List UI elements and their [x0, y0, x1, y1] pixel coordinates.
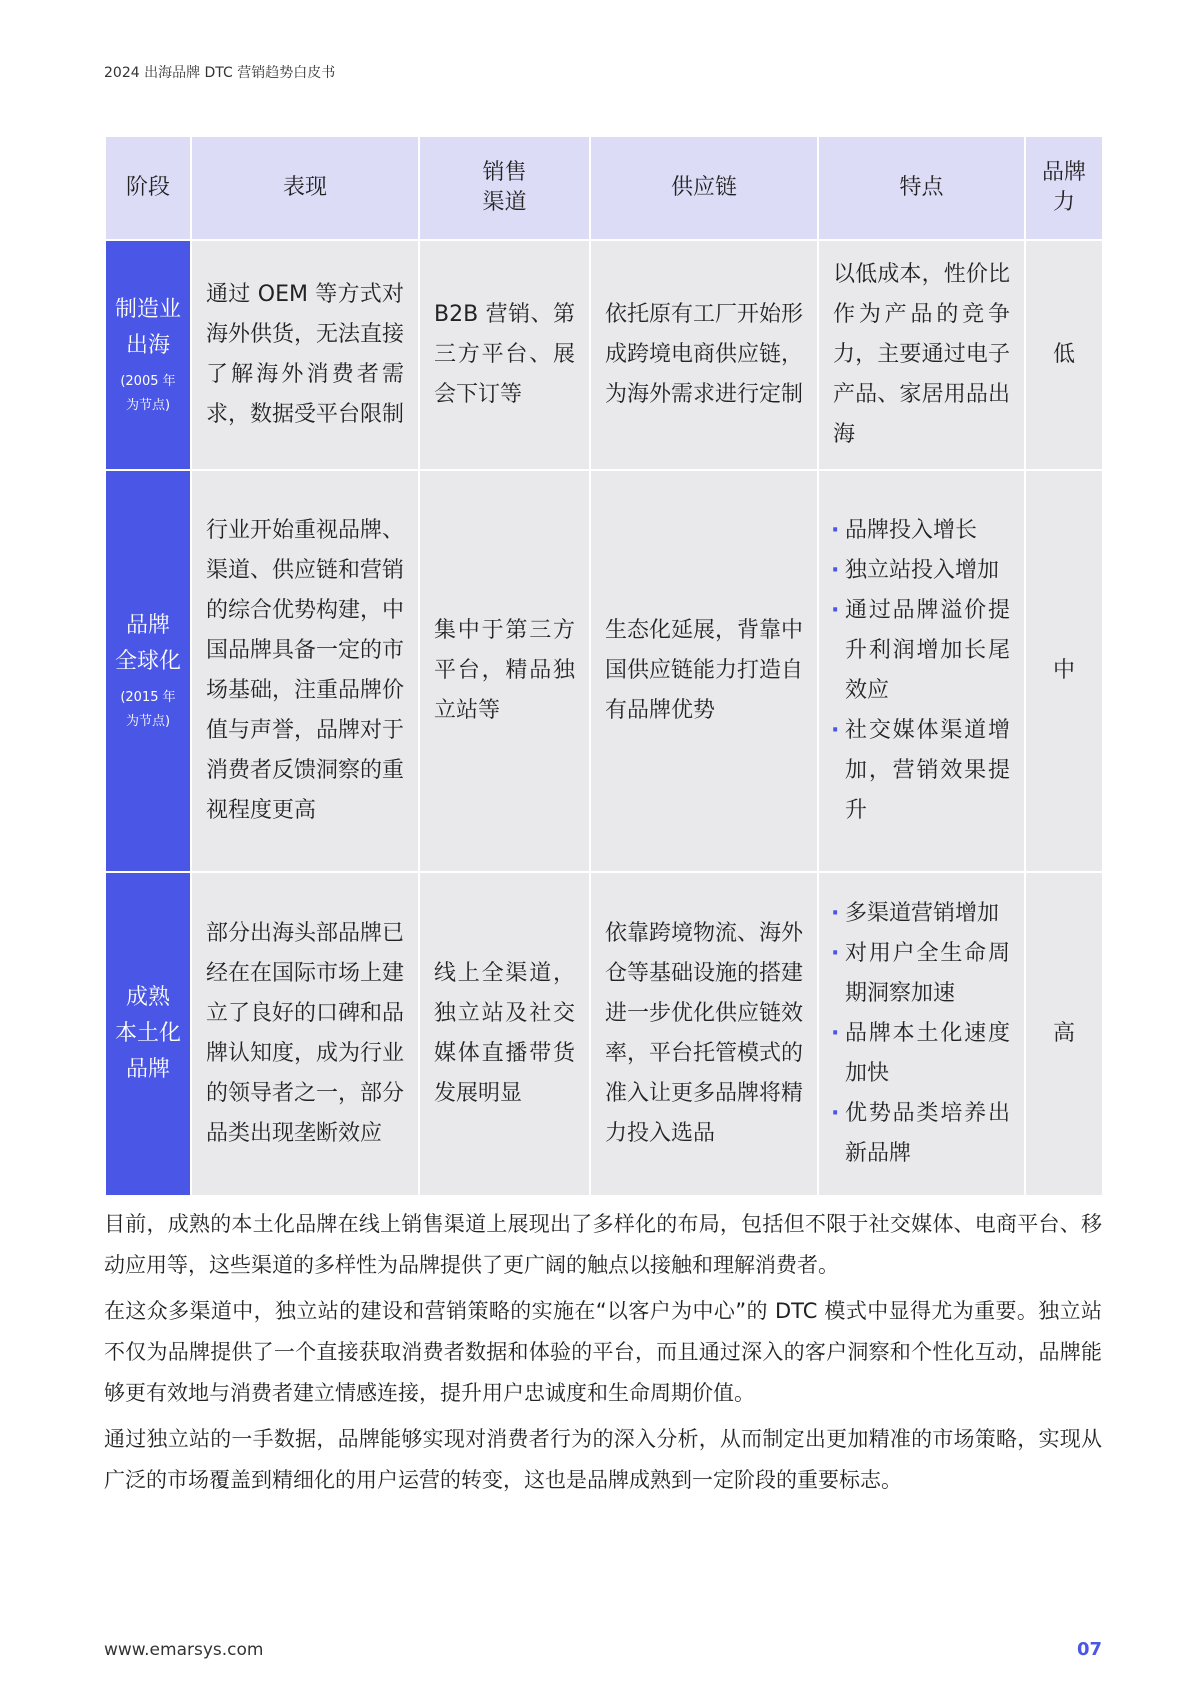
feature-item: · 品牌投入增长: [833, 511, 1010, 551]
features-list: [833, 511, 1010, 831]
stage-note: (2015 年 为节点): [120, 690, 176, 729]
channel-cell: 集中于第三方平台，精品独立站等: [419, 470, 590, 872]
supply-chain-cell: 生态化延展，背靠中国供应链能力打造自有品牌优势: [590, 470, 818, 872]
supply-chain-cell: 依靠跨境物流、海外仓等基础设施的搭建进一步优化供应链效率，平台托管模式的准入让更多品牌将精力投入选品: [590, 872, 818, 1196]
features-cell: [818, 872, 1025, 1196]
page-number: 07: [1076, 1639, 1102, 1660]
supply-chain-cell: 依托原有工厂开始形成跨境电商供应链，为海外需求进行定制: [590, 240, 818, 470]
column-header: 供应链: [590, 136, 818, 240]
column-header: 特点: [818, 136, 1025, 240]
stage-name: 品牌 全球化: [114, 613, 181, 674]
brand-power-cell: 高: [1025, 872, 1103, 1196]
channel-cell: B2B 营销、第三方平台、展会下订等: [419, 240, 590, 470]
paragraph: 目前，成熟的本土化品牌在线上销售渠道上展现出了多样化的布局，包括但不限于社交媒体、电商平台、移动应用等，这些渠道的多样性为品牌提供了更广阔的触点以接触和理解消费者。: [104, 1212, 1102, 1277]
performance-cell: 通过 OEM 等方式对海外供货，无法直接了解海外消费者需求，数据受平台限制: [191, 240, 419, 470]
stage-cell: [105, 240, 191, 470]
stage-note: (2005 年 为节点): [120, 374, 176, 413]
stage-cell: [105, 470, 191, 872]
feature-item: · 优势品类培养出新品牌: [833, 1094, 1010, 1174]
stage-cell: [105, 872, 191, 1196]
column-header: 阶段: [105, 136, 191, 240]
paragraph: 在这众多渠道中，独立站的建设和营销策略的实施在“以客户为中心”的 DTC 模式中显得尤为重要。独立站不仅为品牌提供了一个直接获取消费者数据和体验的平台，而且通过深入的客户洞察和个性化互动，品牌能够更有效地与消费者建立情感连接，提升用户忠诚度和生命周期价值。: [104, 1299, 1102, 1405]
brand-power-cell: 低: [1025, 240, 1103, 470]
table-row: [105, 470, 1103, 872]
column-header: 表现: [191, 136, 419, 240]
stage-name: 成熟 本土化 品牌: [114, 985, 181, 1082]
feature-item: · 多渠道营销增加: [833, 894, 1010, 934]
performance-cell: 行业开始重视品牌、渠道、供应链和营销的综合优势构建，中国品牌具备一定的市场基础，注重品牌价值与声誉，品牌对于消费者反馈洞察的重视程度更高: [191, 470, 419, 872]
feature-item: · 独立站投入增加: [833, 551, 1010, 591]
feature-item: · 社交媒体渠道增加，营销效果提升: [833, 711, 1010, 831]
brand-power-cell: 中: [1025, 470, 1103, 872]
column-header: 销售 渠道: [419, 136, 590, 240]
paragraph: 通过独立站的一手数据，品牌能够实现对消费者行为的深入分析，从而制定出更加精准的市场策略，实现从广泛的市场覆盖到精细化的用户运营的转变，这也是品牌成熟到一定阶段的重要标志。: [104, 1427, 1102, 1492]
running-header: 2024 出海品牌 DTC 营销趋势白皮书: [104, 65, 336, 81]
column-header: 品牌 力: [1025, 136, 1103, 240]
performance-cell: 部分出海头部品牌已经在在国际市场上建立了良好的口碑和品牌认知度，成为行业的领导者之一，部分品类出现垄断效应: [191, 872, 419, 1196]
stage-table: [104, 135, 1104, 1197]
table-row: [105, 872, 1103, 1196]
table-header-row: [105, 136, 1103, 240]
feature-item: · 通过品牌溢价提升利润增加长尾效应: [833, 591, 1010, 711]
channel-cell: 线上全渠道，独立站及社交媒体直播带货发展明显: [419, 872, 590, 1196]
body-text: [104, 1204, 1102, 1506]
features-cell: 以低成本，性价比作为产品的竞争力，主要通过电子产品、家居用品出海: [818, 240, 1025, 470]
feature-item: · 对用户全生命周期洞察加速: [833, 934, 1010, 1014]
features-list: [833, 894, 1010, 1174]
table-row: [105, 240, 1103, 470]
footer-url-link[interactable]: www.emarsys.com: [104, 1640, 264, 1660]
stage-name: 制造业 出海: [114, 297, 181, 358]
feature-item: · 品牌本土化速度加快: [833, 1014, 1010, 1094]
features-cell: [818, 470, 1025, 872]
